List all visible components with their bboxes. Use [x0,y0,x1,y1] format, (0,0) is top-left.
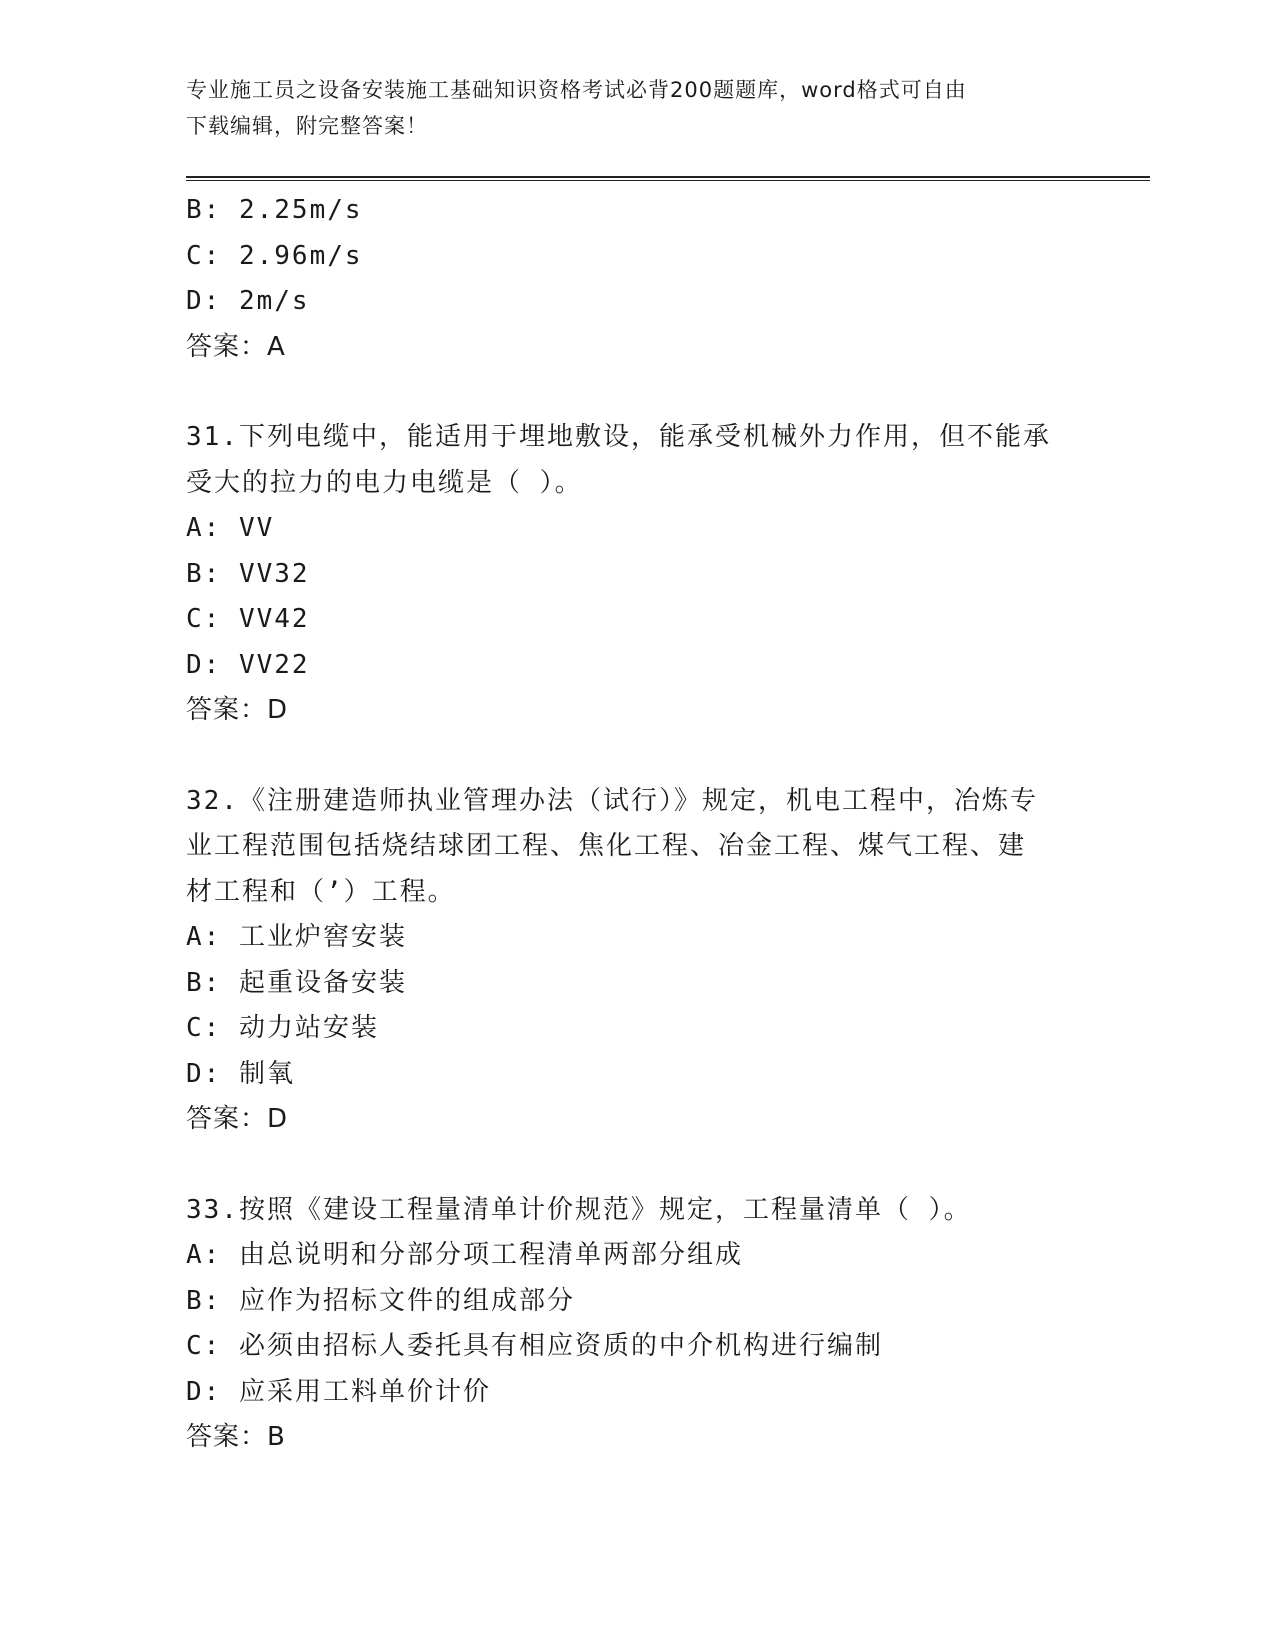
question-block-31 [186,415,1086,734]
option-d: D: 制氧 [186,1058,295,1089]
document-body [186,188,1086,1461]
spacer [186,370,1086,415]
question-block-33 [186,1188,1086,1461]
option-d: D: 应采用工料单价计价 [186,1376,491,1407]
option-b: B: 起重设备安装 [186,967,407,998]
question-text-line: 31.下列电缆中，能适用于埋地敷设，能承受机械外力作用，但不能承 [186,422,1051,452]
option-b: B: VV32 [186,558,310,589]
question-text-line: 32.《注册建造师执业管理办法（试行）》规定，机电工程中，冶炼专 [186,785,1038,816]
question-text-line: 受大的拉力的电力电缆是（ ）。 [186,467,583,498]
option-b: B: 2.25m/s [186,195,363,225]
answer-line: 答案：D [186,695,289,725]
answer-line: 答案：B [186,1422,286,1452]
option-d: D: VV22 [186,649,310,680]
header-line-2: 下载编辑，附完整答案！ [186,114,428,138]
question-block-32 [186,779,1086,1143]
option-c: C: 动力站安装 [186,1013,379,1043]
page-header [186,72,1066,144]
question-text-line: 33.按照《建设工程量清单计价规范》规定，工程量清单（ ）。 [186,1194,972,1225]
option-b: B: 应作为招标文件的组成部分 [186,1285,575,1316]
question-block-30 [186,188,1086,370]
option-c: C: 2.96m/s [186,240,363,271]
option-a: A: VV [186,513,275,543]
spacer [186,734,1086,779]
option-c: C: VV42 [186,604,310,634]
answer-line: 答案：A [186,331,286,362]
question-text-line: 材工程和（’）工程。 [186,876,456,907]
option-a: A: 工业炉窖安装 [186,922,407,952]
answer-line: 答案：D [186,1104,289,1134]
spacer [186,1143,1086,1188]
header-divider [186,176,1150,181]
option-a: A: 由总说明和分部分项工程清单两部分组成 [186,1240,743,1270]
question-text-line: 业工程范围包括烧结球团工程、焦化工程、冶金工程、煤气工程、建 [186,831,1027,861]
option-c: C: 必须由招标人委托具有相应资质的中介机构进行编制 [186,1331,883,1361]
option-d: D: 2m/s [186,286,310,316]
header-line-1: 专业施工员之设备安装施工基础知识资格考试必背200题题库，word格式可自由 [186,78,967,102]
